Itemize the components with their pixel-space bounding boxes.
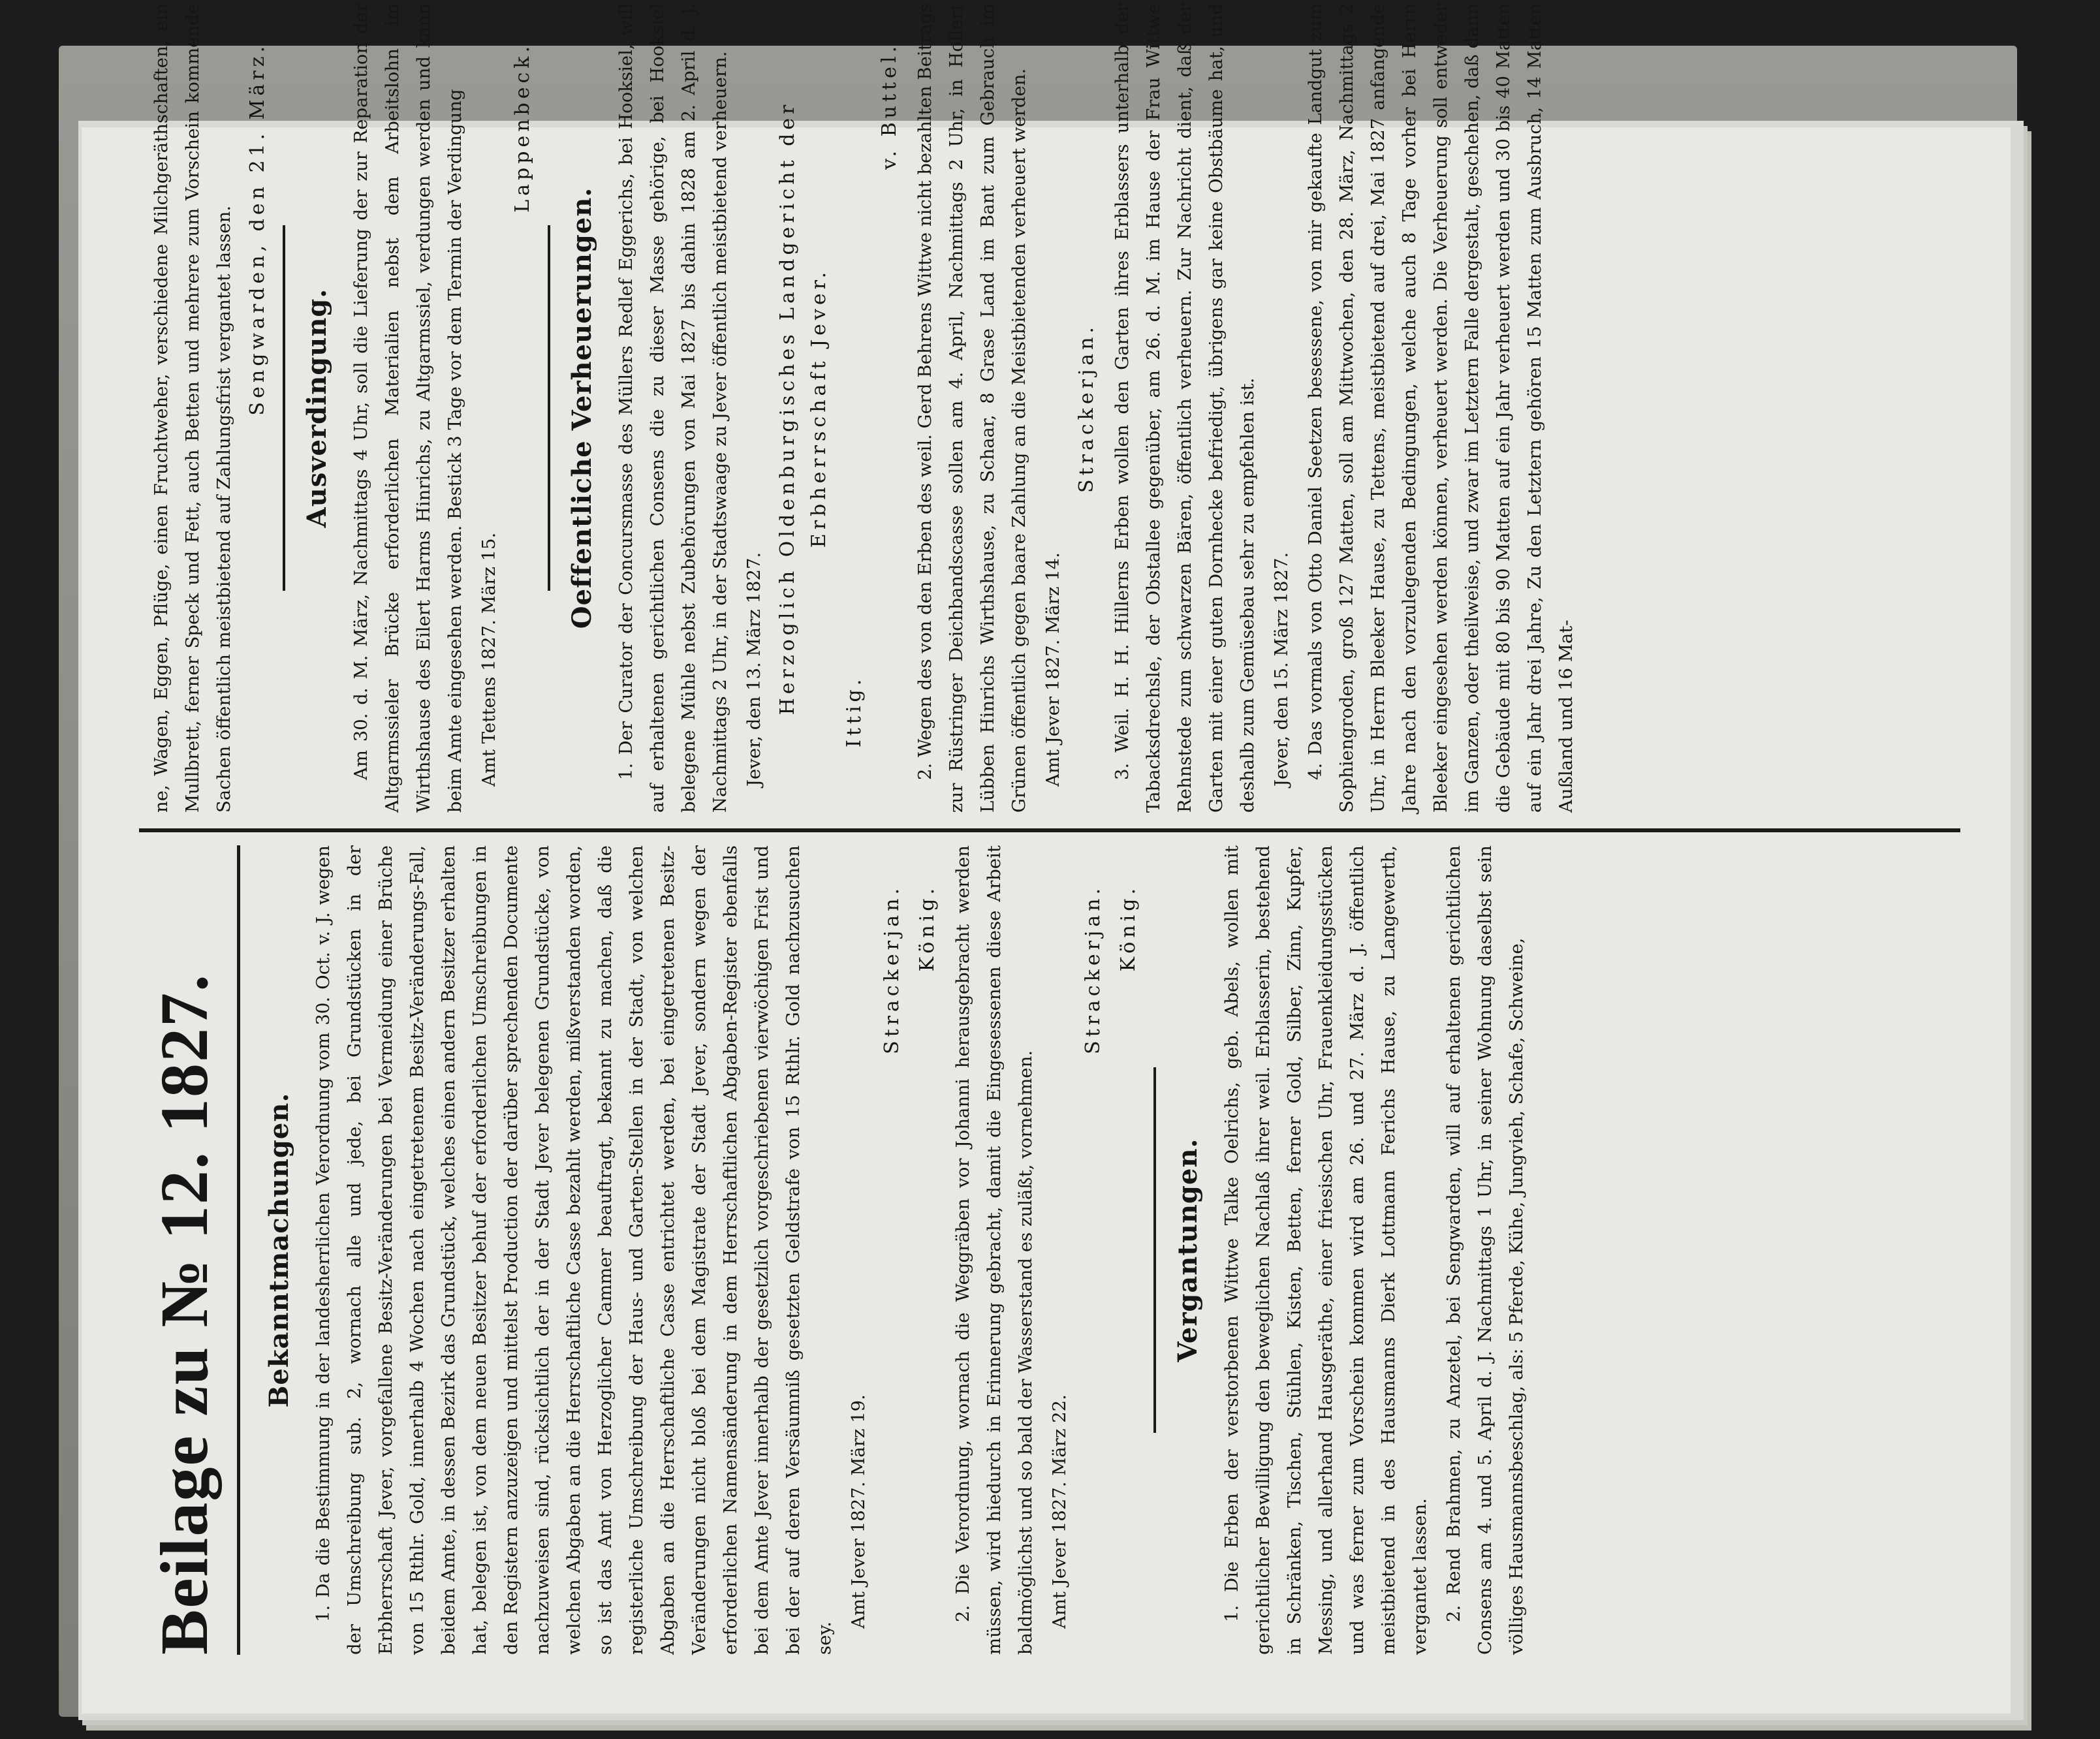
notice-dateline: Amt Jever 1827. März 14. (1042, 552, 1063, 787)
heading-ausverdingung: Ausverdingung. (301, 288, 332, 528)
notice-signature: Strackerjan. (1081, 885, 1105, 1054)
notice-signature: Strackerjan. (880, 885, 903, 1054)
continued-paragraph: ne, Wagen, Eggen, Pflüge, einen Fruchtweher, verschiedene Milchgeräthschaften, ein Mullbrett, ferner Speck und Fett, auch Betten und mehrere zum Vorschein kommende Sachen öffentlich meistbietend auf Zahlungsfrist vergantet lassen. (150, 3, 234, 813)
notice-dateline: Amt Jever 1827. März 22. (1048, 1394, 1070, 1629)
tender-paragraph: Am 30. d. M. März, Nachmittags 4 Uhr, soll die Lieferung der zur Reparation der Altgarmssieler Brücke erforderlichen Materialien nebst dem Arbeitslohn im Wirthshause des Eilert Harms Hinrichs, zu Altgarmssiel, verdungen werden und kann beim Amte eingesehen werden. Bestick 3 Tage vor dem Termin der Verdingung (350, 3, 465, 813)
right-column (146, 3, 1584, 813)
heading-verheuerungen: Oeffentliche Verheuerungen. (566, 187, 597, 629)
notice-dateline: Amt Jever 1827. März 19. (847, 1394, 869, 1629)
notice-paragraph: 1. Da die Bestimmung in der landesherrlichen Verordnung vom 30. Oct. v. J. wegen der Umschreibung sub. 2, wornach alle und jede, bei Grundstücken in der Erbherrschaft Jever, vorgefallene Besitz-Veränderungen bei Vermeidung einer Brüche von 15 Rthlr. Gold, innerhalb 4 Wochen nach eingetretenem Besitz-Veränderungs-Fall, beidem Amte, in dessen Bezirk das Grundstück, welches einen andern Besitzer erhalten hat, belegen ist, von dem neuen Besitzer behuf der erforderlichen Umschreibungen in den Registern anzuzeigen und mittelst Production der darüber sprechenden Documente nachzuweisen sind, rücksichtlich der in der Stadt Jever belegenen Grundstücke, von welchen Abgaben an die Herrschaftliche Casse bezahlt werden, mißverstanden worden, so ist das Amt von Herzoglicher Cammer beauftragt, bekannt zu machen, daß die registerliche Umschreibung der Haus- und Garten-Stellen in der Stadt, von welchen Abgaben an die Herrschaftliche Casse entrichtet werden, bei eingetretenen Besitz-Veränderungen nicht bloß bei dem Magistrate der Stadt Jever, sondern wegen der erforderlichen Namensänderung in dem Herrschaftlichen Abgaben-Register ebenfalls bei dem Amte Jever innerhalb der gesetzlich vorgeschriebenen vierwöchigen Frist und bei der auf deren Versäumniß gesetzten Geldstrafe von 15 Rthlr. Gold nachzusuchen sey. (312, 845, 835, 1655)
heading-vergantungen: Vergantungen. (1172, 1138, 1203, 1362)
notice-dateline: Jever, den 15. März 1827. (1270, 552, 1292, 787)
notice-signature: König. (1116, 885, 1140, 972)
auction-paragraph: 2. Rend Brahmen, zu Anzetel, bei Sengwarden, will auf erhaltenen gerichtlichen Consens am 4. und 5. April d. J. Nachmittags 1 Uhr, in seiner Wohnung daselbst sein völliges Hausmannsbeschlag, als: 5 Pferde, Kühe, Jungvieh, Schafe, Schweine, (1443, 845, 1527, 1655)
newspaper-page (82, 3, 2011, 1714)
auction-paragraph: 1. Die Erben der verstorbenen Wittwe Talke Oelrichs, geb. Abels, wollen mit gerichtlicher Bewilligung den beweglichen Nachlaß ihrer weil. Erblasserin, bestehend in Schränken, Tischen, Stühlen, Kisten, Betten, ferner Gold, Silber, Zinn, Kupfer, Messing, und allerhand Hausgeräthe, einer friesischen Uhr, Frauenkleidungsstücken und was ferner zum Vorschein kommen wird am 26. und 27. März d. J. öffentlich meistbietend in des Hausmanns Dierk Lottmann Ferichs Hause, zu Langewerth, vergantet lassen. (1221, 845, 1430, 1655)
lease-paragraph: 1. Der Curator der Concursmasse des Müllers Redlef Eggerichs, bei Hooksiel, will auf erhaltenen gerichtlichen Consens die zu dieser Masse gehörige, bei Hooksiel belegene Mühle nebst Zubehörungen von Mai 1827 bis dahin 1828 am 2. April d. J. Nachmittags 2 Uhr, in der Stadtswaage zu Jever öffentlich meistbietend verheuern. (615, 3, 730, 813)
notice-paragraph: 2. Die Verordnung, wornach die Weggräben vor Johanni herausgebracht werden müssen, wird hiedurch in Erinnerung gebracht, damit die Eingesessenen diese Arbeit baldmöglichst und so bald der Wasserstand es zuläßt, vornehmen. (952, 845, 1036, 1655)
lease-paragraph: 3. Weil. H. H. Hillerns Erben wollen den Garten ihres Erblassers unterhalb der Tabacksdrechsle, der Obstallee gegenüber, am 26. d. M. im Hause der Frau Wittwe Rehnstede zum schwarzen Bären, öffentlich verheuern. Zur Nachricht dient, daß der Garten mit einer guten Dornhecke befriedigt, übrigens gar keine Obstbäume hat, und deshalb zum Gemüsebau sehr zu empfehlen ist. (1111, 3, 1258, 813)
notice-dateline: Amt Tettens 1827. März 15. (478, 532, 499, 787)
lease-paragraph: 4. Das vormals von Otto Daniel Seetzen besessene, von mir gekaufte Landgut zum Sophiengroden, groß 127 Matten, soll am Mittwochen, den 28. März, Nachmittags 2 Uhr, in Herrn Bleeker Hause, zu Tettens, meistbietend auf drei, Mai 1827 anfangende Jahre nach den vorzulegenden Bedingungen, welche auch 8 Tage vorher bei Herrn Bleeker eingesehen werden können, verheuert werden. Die Verheuerung soll entweder im Ganzen, oder theilweise, und zwar im Letztern Falle dergestalt, geschehen, daß dann die Gebäude mit 80 bis 90 Matten auf ein Jahr verheuert werden und 30 bis 40 Matten auf ein Jahr drei Jahre, Zu den Letztern gehören 15 Matten zum Ausbruch, 14 Matten Außland und 16 Mat- (1304, 3, 1576, 813)
section-divider (548, 225, 550, 591)
notice-signature: Ittig. (842, 675, 866, 747)
rotated-sheet (119, 3, 1973, 1674)
notice-signature: König. (915, 885, 939, 972)
column-divider (139, 828, 1960, 832)
notice-signature: v. Buttel. (877, 42, 901, 170)
section-divider (1153, 1067, 1156, 1433)
masthead (139, 845, 240, 1655)
lease-paragraph: 2. Wegen des von den Erben des weil. Gerd Behrens Wittwe nicht bezahlten Beitrags zur Rüstringer Deichbandscasse sollen am 4. April, Nachmittags 2 Uhr, in Hollert Lübben Hinrichs Wirthshause, zu Schaar, 8 Grase Land im Bant zum Gebrauch im Grünen öffentlich gegen baare Zahlung an die Meistbietenden verheuert werden. (914, 3, 1029, 813)
court-name: Herzoglich Oldenburgisches Landgericht der Erbherrschaft Jever. (776, 101, 830, 715)
notice-signature: Lappenbeck. (510, 42, 534, 213)
section-divider (283, 225, 285, 591)
masthead-title: Beilage zu № 12. 1827. (146, 973, 222, 1655)
notice-dateline: Sengwarden, den 21. März. (245, 42, 269, 416)
notice-signature: Strackerjan. (1074, 323, 1098, 493)
heading-bekanntmachungen: Bekanntmachungen. (263, 1092, 294, 1408)
notice-dateline: Jever, den 13. März 1827. (743, 552, 764, 787)
left-column (250, 845, 1535, 1655)
